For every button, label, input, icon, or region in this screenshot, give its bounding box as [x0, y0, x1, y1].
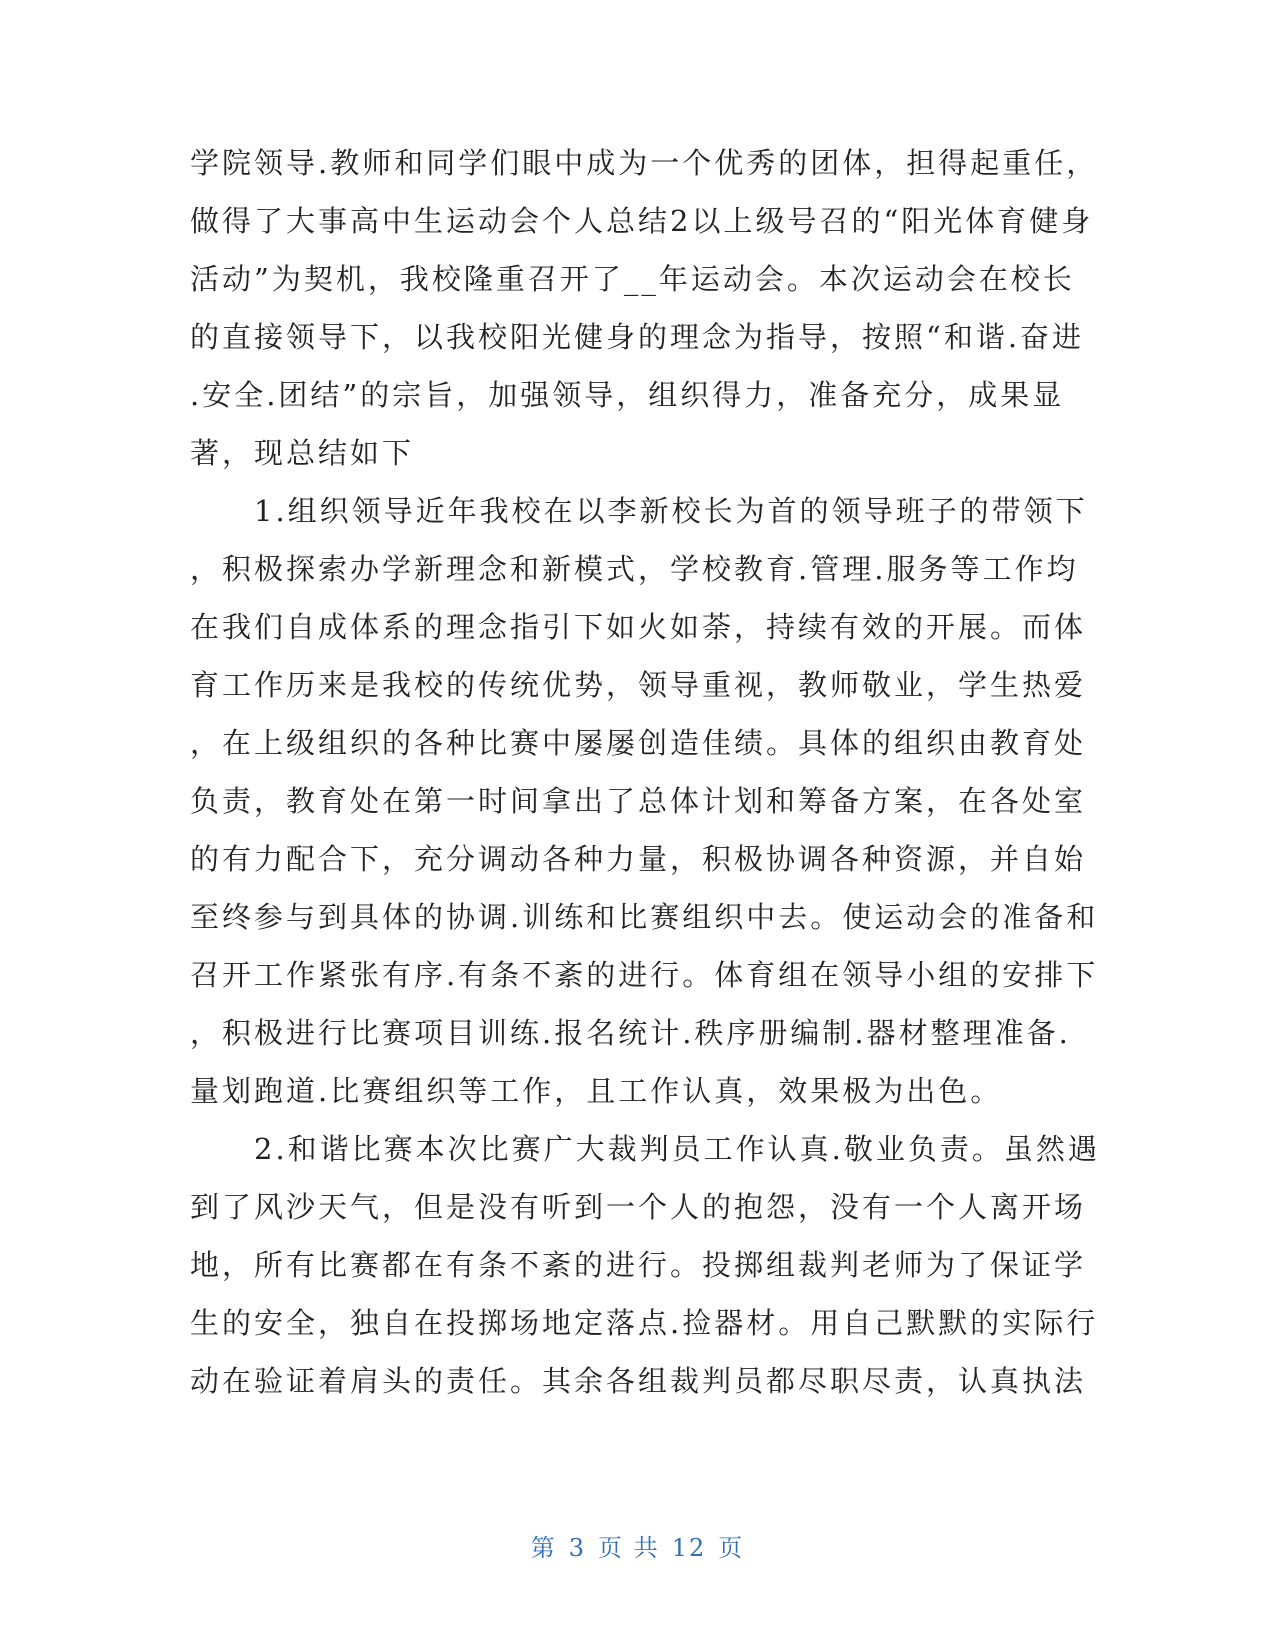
text-line: ，在上级组织的各种比赛中屡屡创造佳绩。具体的组织由教育处 — [190, 726, 1087, 760]
text-line: 在我们自成体系的理念指引下如火如荼，持续有效的开展。而体 — [190, 610, 1087, 644]
text-line: ，积极探索办学新理念和新模式，学校教育.管理.服务等工作均 — [190, 552, 1079, 586]
text-line: .安全.团结”的宗旨，加强领导，组织得力，准备充分，成果显 — [190, 378, 1065, 412]
text-line: 负责，教育处在第一时间拿出了总体计划和筹备方案，在各处室 — [190, 784, 1087, 818]
text-line: 的直接领导下，以我校阳光健身的理念为指导，按照“和谐.奋进 — [190, 320, 1085, 354]
footer-prefix: 第 — [530, 1534, 557, 1562]
text-line: 动在验证着肩头的责任。其余各组裁判员都尽职尽责，认真执法 — [190, 1364, 1087, 1398]
text-line: 育工作历来是我校的传统优势，领导重视，教师敬业，学生热爱 — [190, 668, 1087, 702]
text-line: 至终参与到具体的协调.训练和比赛组织中去。使运动会的准备和 — [190, 900, 1099, 934]
text-line: 2.和谐比赛本次比赛广大裁判员工作认真.敬业负责。虽然遇 — [190, 1132, 1100, 1166]
text-line: 地，所有比赛都在有条不紊的进行。投掷组裁判老师为了保证学 — [190, 1248, 1087, 1282]
text-line: 做得了大事高中生运动会个人总结2以上级号召的“阳光体育健身 — [190, 204, 1094, 238]
text-line: 著，现总结如下 — [190, 436, 415, 470]
text-line: ，积极进行比赛项目训练.报名统计.秩序册编制.器材整理准备. — [190, 1016, 1071, 1050]
total-page-count: 12 — [671, 1534, 707, 1562]
text-line: 1.组织领导近年我校在以李新校长为首的领导班子的带领下 — [190, 494, 1088, 528]
current-page-number: 3 — [568, 1534, 587, 1562]
text-line: 的有力配合下，充分调动各种力量，积极协调各种资源，并自始 — [190, 842, 1087, 876]
text-line: 召开工作紧张有序.有条不紊的进行。体育组在领导小组的安排下 — [190, 958, 1099, 992]
text-line: 学院领导.教师和同学们眼中成为一个优秀的团体，担得起重任， — [190, 146, 1099, 180]
footer-middle: 页 共 — [598, 1534, 660, 1562]
text-line: 到了风沙天气，但是没有听到一个人的抱怨，没有一个人离开场 — [190, 1190, 1087, 1224]
text-line: 量划跑道.比赛组织等工作，且工作认真，效果极为出色。 — [190, 1074, 1003, 1108]
text-line: 活动”为契机，我校隆重召开了__年运动会。本次运动会在校长 — [190, 262, 1075, 296]
text-line: 生的安全，独自在投掷场地定落点.捡器材。用自己默默的实际行 — [190, 1306, 1099, 1340]
page-footer — [0, 1528, 1275, 1563]
footer-suffix: 页 — [718, 1534, 745, 1562]
